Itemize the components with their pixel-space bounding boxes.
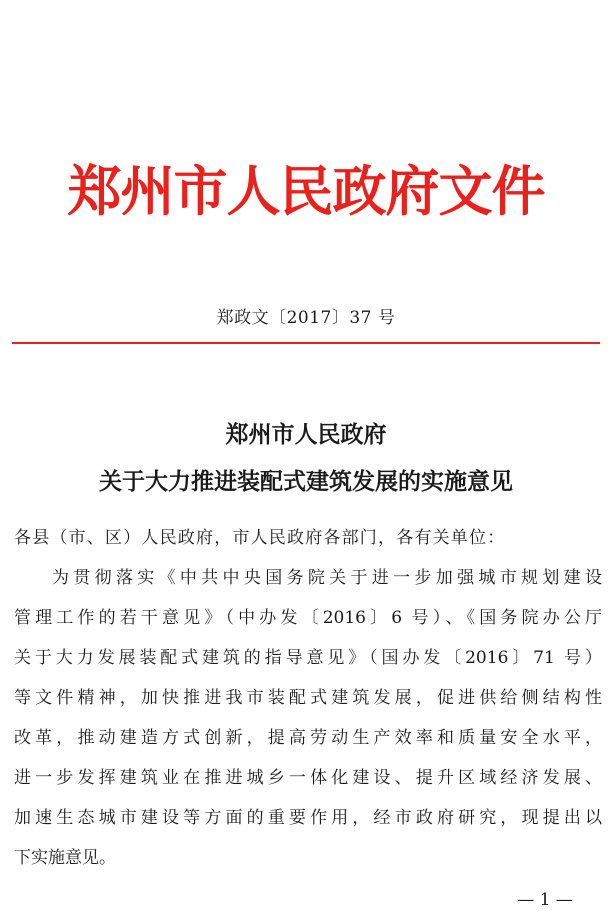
salutation: 各县（市、区）人民政府，市人民政府各部门，各有关单位： [14, 528, 506, 548]
body-text-line: 改革，推动建造方式创新，提高劳动生产效率和质量安全水平， [14, 728, 602, 748]
document-header-title: 郑州市人民政府文件 [67, 159, 545, 223]
body-text-line: 等文件精神，加快推进我市装配式建筑发展，促进供给侧结构性 [14, 688, 602, 708]
body-text-line: 关于大力发展装配式建筑的指导意见》（国办发〔2016〕71 号） [14, 648, 602, 668]
document-title-line-1: 郑州市人民政府 [225, 421, 387, 448]
document-title-line-2: 关于大力推进装配式建筑发展的实施意见 [99, 468, 513, 495]
body-text-line: 加速生态城市建设等方面的重要作用，经市政府研究，现提出以 [14, 808, 602, 828]
body-text-line: 进一步发挥建筑业在推进城乡一体化建设、提升区域经济发展、 [14, 768, 602, 788]
body-text-line: 下实施意见。 [14, 848, 116, 868]
page-number: — 1 — [517, 890, 573, 910]
body-text-line: 管理工作的若干意见》（中办发〔2016〕6 号）、《国务院办公厅 [14, 608, 602, 628]
red-divider-line [12, 342, 600, 344]
body-text-line: 为贯彻落实《中共中央国务院关于进一步加强城市规划建设 [52, 568, 602, 588]
document-number: 郑政文〔2017〕37 号 [216, 308, 396, 328]
